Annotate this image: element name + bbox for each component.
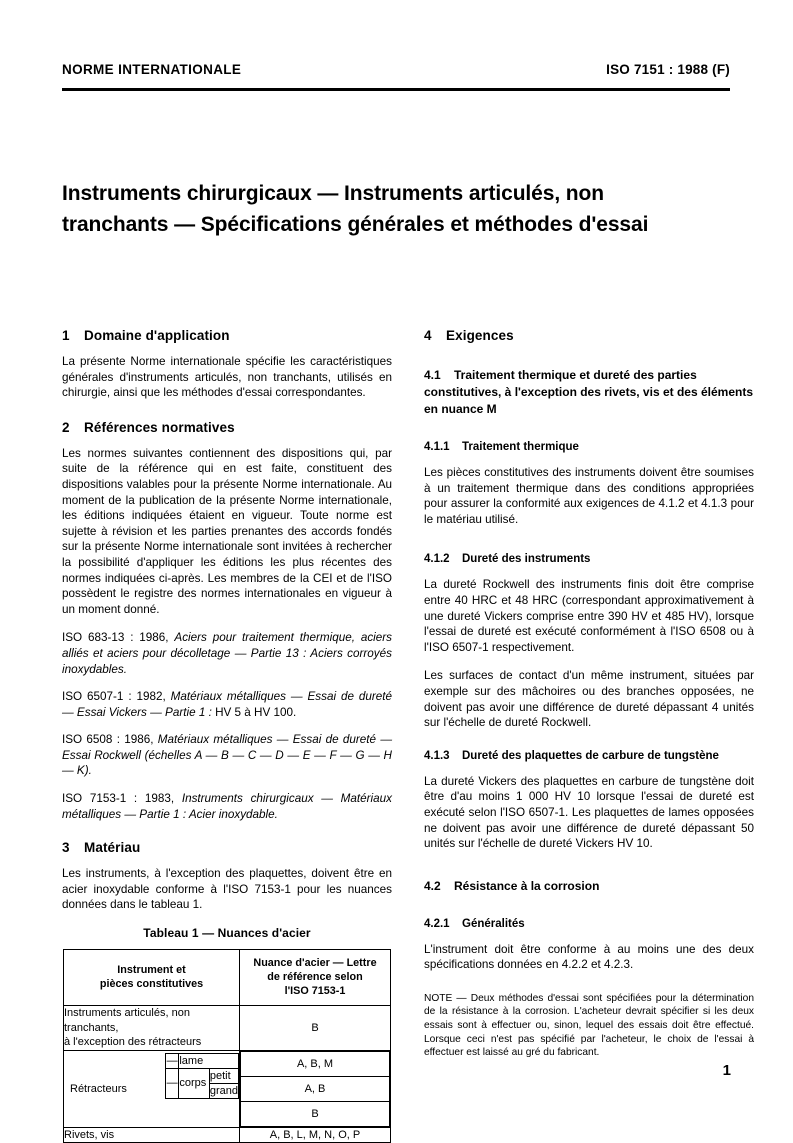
section-4-1-2-paragraph-2: Les surfaces de contact d'un même instrument, situées par exemple sur des mâchoires ou des branches opposées, ne doivent pas avoir une différence de dureté dépassant 4 unités sur l'échelle de dureté Rockwell. [424,669,754,730]
row-grade-retracteurs-group [240,1050,391,1127]
header-line-1: Instrument et [117,964,186,977]
section-title-4-1-3: Dureté des plaquettes de carbure de tungstène [462,749,719,762]
row-label-rivets-vis: Rivets, vis [64,1127,240,1143]
section-title-1: Domaine d'application [84,328,230,343]
header-line-2: de référence selon [267,971,363,984]
label-line-1: Instruments articulés, non tranchants, [64,1007,190,1034]
spacer [424,540,754,553]
reference-title: Instruments chirurgicaux — Matériaux métalliques — Partie 1 : Acier inoxydable. [62,792,392,821]
section-number-1: 1 [62,328,70,343]
spacer [424,428,754,441]
reference-title: Aciers pour traitement thermique, aciers alliés et aciers pour décolletage — Partie 13 : Aciers corroyés inoxydables. [62,631,393,676]
section-4-1-2-paragraph-1: La dureté Rockwell des instruments finis doit être comprise entre 40 HRC et 48 HRC (correspondant approximativement à une dureté Vickers comprise entre 390 HV et 485 HV), lorsque l'essai de dureté est exécuté conformément à l'ISO 6508 ou à l'ISO 6507-1 respectivement. [424,578,754,654]
row-label-instruments-articules [64,1006,240,1051]
label-line-2: à l'exception des rétracteurs [64,1036,202,1049]
section-4-1-1-paragraph: Les pièces constitutives des instruments doivent être soumises à un traitement thermique dans des conditions appropriées pour assurer la conformité aux exigences de 4.1.2 et 4.1.3 pour le matériau utilisé. [424,466,754,526]
table-header-row [64,950,391,1006]
grade-corps-grand: B [241,1101,390,1126]
subrow-corps-petit [166,1068,239,1083]
section-4-2-1-note: NOTE — Deux méthodes d'essai sont spécifiées pour la détermination de la résistance à la corrosion. L'acheteur devrait spécifier si les deux essais sont à effectuer ou, sinon, lequel des essais doit être effectué. Lorsque ceci n'est pas spécifié par l'acheteur, le choix de l'essai à effectuer est laissé au gré du fabricant. [424,992,754,1059]
reference-id: ISO 683-13 : 1986, [62,631,169,645]
normative-reference-item [62,630,392,677]
section-heading-4 [424,328,754,343]
section-title-4-1-2: Dureté des instruments [462,553,591,566]
subrow-grade-corps-grand [241,1101,390,1126]
steel-grades-table [63,949,391,1143]
spacer [424,865,754,878]
section-title-4-2-1: Généralités [462,917,525,930]
section-title-4-1-1: Traitement thermique [462,441,579,453]
label-corps: corps [179,1068,210,1098]
section-title-4-2: Résistance à la corrosion [454,878,600,893]
table-caption: Tableau 1 — Nuances d'acier [143,926,311,941]
section-heading-4-1-1 [424,441,754,453]
section-number-4-1: 4.1 [424,368,441,382]
section-heading-4-2-1 [424,918,754,930]
section-4-2-1-paragraph: L'instrument doit être conforme à au moins une des deux spécifications données en 4.2.2 et 4.2.3. [424,942,754,972]
standard-reference-label: ISO 7151 : 1988 (F) [606,62,730,77]
page-number: 1 [722,1062,731,1079]
subrow-grade-lame [241,1051,390,1076]
normative-reference-item [62,791,392,822]
header-rule [62,88,730,91]
section-number-2: 2 [62,419,70,435]
spacer [424,905,754,918]
left-column [62,328,392,1143]
section-title-4: Exigences [446,328,514,343]
page-header [62,62,730,77]
reference-tail: HV 5 à HV 100. [211,705,297,719]
label-lame: lame [179,1053,239,1068]
subrow-lame [166,1053,239,1068]
normative-reference-item [62,689,392,720]
section-title-2: Références normatives [84,419,235,435]
section-number-4: 4 [424,328,432,343]
section-heading-3 [62,840,392,855]
section-1-paragraph: La présente Norme internationale spécifie les caractéristiques générales d'instruments articulés, non tranchants, utilisés en chirurgie, ainsi que les méthodes d'essai correspondantes. [62,355,392,400]
table-header-grade [240,950,391,1006]
normative-reference-item [62,732,392,779]
reference-title: Matériaux métalliques — Essai de dureté — Essai Rockwell (échelles A — B — C — D — E — F — G — H — K). [62,733,393,778]
section-heading-4-1-3 [424,750,754,762]
section-heading-4-1 [424,367,754,418]
dash-lame: — [166,1054,178,1067]
page-title: Instruments chirurgicaux — Instruments articulés, non tranchants — Spécifications générales et méthodes d'essai [62,182,649,236]
section-heading-2 [62,420,392,435]
right-column [424,328,754,1060]
table-row-retracteurs [64,1050,391,1127]
grade-corps-petit: A, B [241,1076,390,1101]
header-line-2: pièces constitutives [99,978,204,991]
reference-id: ISO 6507-1 : 1982, [62,690,166,704]
standard-type-label: NORME INTERNATIONALE [62,62,242,77]
group-label-retracteurs: Rétracteurs [70,1082,127,1095]
section-title-4-1: Traitement thermique et dureté des parties constitutives, à l'exception des rivets, vis et des éléments en nuance M [424,368,753,416]
dash-corps: — [166,1068,179,1098]
reference-id: ISO 6508 : 1986, [62,733,154,747]
spacer [424,354,754,367]
section-number-4-2-1: 4.2.1 [424,917,450,930]
header-line-1: Nuance d'acier — Lettre [253,957,377,970]
reference-title: Matériaux métalliques — Essai de dureté — Essai Vickers — Partie 1 : [62,690,392,719]
retracteurs-grades-subtable [240,1051,390,1127]
row-label-retracteurs-group [64,1050,240,1127]
reference-id: ISO 7153-1 : 1983, [62,792,175,806]
section-number-3: 3 [62,840,70,856]
retracteurs-subtable [165,1053,239,1099]
label-corps-petit: petit [209,1068,238,1083]
subrow-grade-corps-petit [241,1076,390,1101]
table-header-instrument [64,950,240,1006]
table-row [64,1127,391,1143]
section-heading-4-2 [424,878,754,895]
header-line-3: l'ISO 7153-1 [284,985,346,998]
table-row [64,1006,391,1051]
row-grade-rivets-vis: A, B, L, M, N, O, P [240,1127,391,1143]
section-heading-1 [62,328,392,343]
section-number-4-1-3: 4.1.3 [424,749,450,762]
section-number-4-1-2: 4.1.2 [424,553,450,566]
label-corps-grand: grand [209,1084,238,1097]
section-heading-4-1-2 [424,553,754,565]
section-number-4-1-1: 4.1.1 [424,441,450,453]
section-2-paragraph: Les normes suivantes contiennent des dispositions qui, par suite de la référence qui en est faite, constituent des dispositions valables pour la présente Norme internationale. Au moment de la publication de la présente Norme internationale, les éditions indiquées étaient en vigueur. Toute norme est sujette à révision et les parties prenantes des accords fondés sur la présente Norme internationale sont invitées à rechercher la possibilité d'appliquer les éditions les plus récentes des normes indiquées ci-après. Les membres de la CEI et de l'ISO possèdent le registre des normes internationales en vigueur à un moment donné. [62,446,392,616]
grade-lame: A, B, M [241,1051,390,1076]
section-4-1-3-paragraph: La dureté Vickers des plaquettes en carbure de tungstène doit être d'au moins 1 000 HV 10 lorsque l'essai de dureté est exécuté selon l'ISO 6507-1. Les plaquettes de lames opposées ne doivent pas avoir une différence de dureté dépassant 50 unités sur l'échelle de dureté Vickers HV 10. [424,774,754,851]
row-grade-instruments-articules: B [240,1006,391,1051]
section-title-3: Matériau [84,840,141,856]
section-3-paragraph: Les instruments, à l'exception des plaquettes, doivent être en acier inoxydable conforme à l'ISO 7153-1 pour les nuances données dans le tableau 1. [62,867,392,912]
section-number-4-2: 4.2 [424,878,441,893]
